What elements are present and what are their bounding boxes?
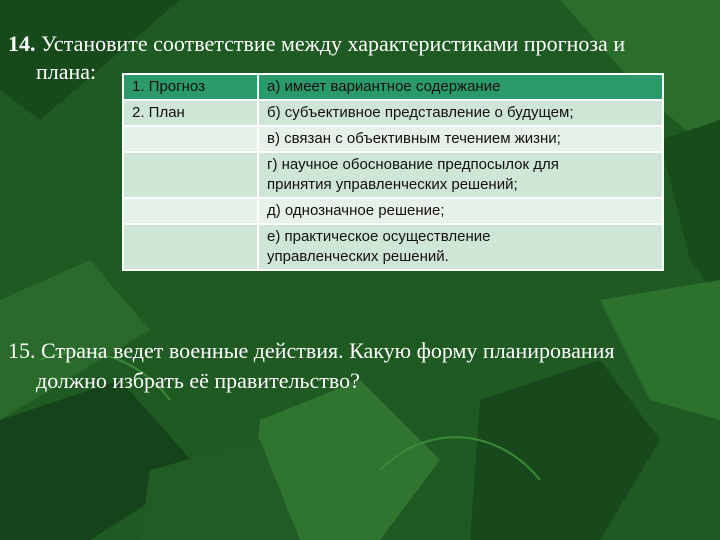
table-row (123, 198, 663, 224)
table-row (123, 74, 663, 100)
table-cell-right-line1: г) научное обоснование предпосылок для (267, 156, 559, 173)
table-cell-right-line1: е) практическое осуществление (267, 228, 491, 245)
table-cell-right: в) связан с объективным течением жизни; (258, 126, 663, 152)
table-cell-right: д) однозначное решение; (258, 198, 663, 224)
table-cell-left (123, 152, 258, 198)
question-14-number: 14. (8, 31, 36, 56)
table-cell-right-line2: принятия управленческих решений; (267, 176, 518, 193)
table-cell-left (123, 224, 258, 270)
table-cell-right: б) субъективное представление о будущем; (258, 100, 663, 126)
question-15-line2: должно избрать её правительство? (36, 368, 360, 393)
table-cell-right: а) имеет вариантное содержание (258, 74, 663, 100)
table-cell-left: 1. Прогноз (123, 74, 258, 100)
table-cell-left (123, 198, 258, 224)
table-row (123, 224, 663, 270)
table-cell-left: 2. План (123, 100, 258, 126)
table-cell-right-line2: управленческих решений. (267, 248, 449, 265)
question-14-line1 (8, 30, 708, 58)
question-14-text: Установите соответствие между характеристиками прогноза и (41, 31, 626, 56)
table-row (123, 100, 663, 126)
table-cell-left (123, 126, 258, 152)
table-cell-right (258, 152, 663, 198)
matching-table (122, 73, 664, 271)
question-15-line1: 15. Страна ведет военные действия. Какую форму планирования (8, 338, 615, 363)
question-15 (8, 336, 708, 396)
table-row (123, 152, 663, 198)
question-14-line2: плана: (36, 59, 97, 84)
table-cell-right (258, 224, 663, 270)
table-row (123, 126, 663, 152)
